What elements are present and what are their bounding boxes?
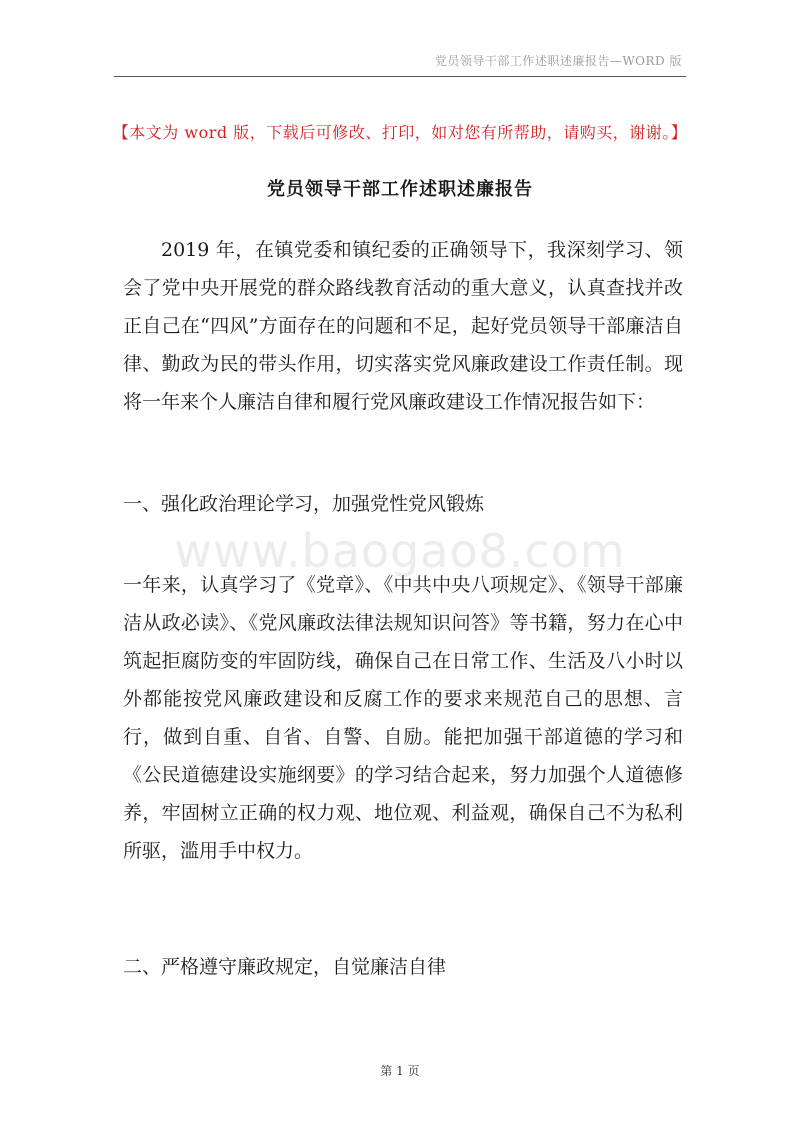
document-title: 党员领导干部工作述职述廉报告 xyxy=(267,179,533,200)
section-1-paragraph: 一年来，认真学习了《党章》、《中共中央八项规定》、《领导干部廉洁从政必读》、《党风廉政法律法规知识问答》等书籍，努力在心中筑起拒腐防变的牢固防线，确保自己在日常工作、生活及八小时以外都能按党风廉政建设和反腐工作的要求来规范自己的思想、言行，做到自重、自省、自警、自励。能把加强干部道德的学习和《公民道德建设实施纲要》的学习结合起来，努力加强个人道德修养，牢固树立正确的权力观、地位观、利益观，确保自己不为私利所驱，滥用手中权力。 xyxy=(123,574,683,862)
section-1-heading: 一、强化政治理论学习，加强党性党风锻炼 xyxy=(123,493,485,515)
purchase-notice: 【本文为 word 版，下载后可修改、打印，如对您有所帮助，请购买，谢谢。】 xyxy=(112,123,688,142)
watermark: www.baogao8.com xyxy=(174,524,626,578)
header-rule xyxy=(114,76,686,77)
running-header: 党员领导干部工作述职述廉报告—WORD 版 xyxy=(434,54,682,68)
page-number: 第 1 页 xyxy=(380,1064,420,1078)
intro-paragraph: 2019 年，在镇党委和镇纪委的正确领导下，我深刻学习、领会了党中央开展党的群众路线教育活动的重大意义，认真查找并改正自己在“四风”方面存在的问题和不足，起好党员领导干部廉洁自律、勤政为民的带头作用，切实落实党风廉政建设工作责任制。现将一年来个人廉洁自律和履行党风廉政建设工作情况报告如下： xyxy=(123,239,683,413)
section-2-heading: 二、严格遵守廉政规定，自觉廉洁自律 xyxy=(123,956,447,978)
